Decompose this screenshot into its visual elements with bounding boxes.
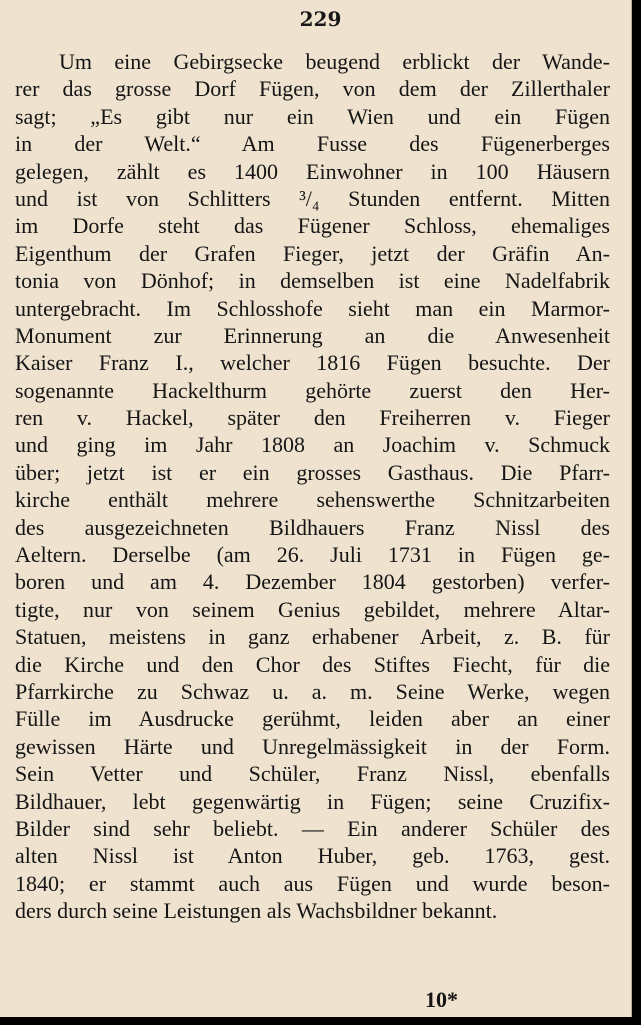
text-line: Um eine Gebirgsecke beugend erblickt der Wande-	[59, 49, 610, 74]
text-line: Bildhauer, lebt gegenwärtig in Fügen; seine Cruzifix-	[15, 788, 610, 814]
text-line: sagt; „Es gibt nur ein Wien und ein Fügen	[15, 103, 610, 129]
text-line: ders durch seine Leistungen als Wachsbildner bekannt.	[15, 898, 498, 924]
text-line: Pfarrkirche zu Schwaz u. a. m. Seine Werke, wegen	[15, 678, 610, 704]
text-line: Bilder sind sehr beliebt. — Ein anderer Schüler des	[15, 815, 610, 841]
text-line: über; jetzt ist er ein grosses Gasthaus. Die Pfarr-	[15, 459, 610, 485]
text-line: gelegen, zählt es 1400 Einwohner in 100 Häusern	[15, 158, 610, 184]
text-line: kirche enthält mehrere sehenswerthe Schnitzarbeiten	[15, 487, 610, 513]
text-line: tigte, nur von seinem Genius gebildet, mehrere Altar-	[15, 596, 610, 622]
text-line: Statuen, meistens in ganz erhabener Arbeit, z. B. für	[15, 624, 610, 650]
text-line: Kaiser Franz I., welcher 1816 Fügen besuchte. Der	[15, 350, 610, 376]
page-number: 229	[299, 7, 342, 31]
printer-signature-mark: 10*	[425, 987, 458, 1012]
text-line: untergebracht. Im Schlosshofe sieht man ein Marmor-	[15, 295, 610, 321]
text-line: alten Nissl ist Anton Huber, geb. 1763, gest.	[15, 843, 610, 869]
text-line: boren und am 4. Dezember 1804 gestorben) verfer-	[15, 569, 610, 595]
text-line: im Dorfe steht das Fügener Schloss, ehemaliges	[15, 213, 610, 239]
text-line: in der Welt.“ Am Fusse des Fügenerberges	[15, 131, 610, 157]
text-line: tonia von Dönhof; in demselben ist eine Nadelfabrik	[15, 268, 610, 294]
text-line: Monument zur Erinnerung an die Anwesenheit	[15, 322, 610, 348]
text-line: Sein Vetter und Schüler, Franz Nissl, ebenfalls	[15, 761, 610, 787]
text-line: und ist von Schlitters ³/₄ Stunden entfernt. Mitten	[15, 185, 610, 211]
text-line: gewissen Härte und Unregelmässigkeit in der Form.	[15, 733, 610, 759]
text-line: Aeltern. Derselbe (am 26. Juli 1731 in Fügen ge-	[15, 542, 610, 568]
text-line: rer das grosse Dorf Fügen, von dem der Zillerthaler	[15, 76, 610, 102]
text-line: sogenannte Hackelthurm gehörte zuerst den Her-	[15, 377, 610, 403]
text-line: Eigenthum der Grafen Fieger, jetzt der Gräfin An-	[15, 240, 610, 266]
text-line: ren v. Hackel, später den Freiherren v. Fieger	[15, 405, 610, 431]
text-line: und ging im Jahr 1808 an Joachim v. Schmuck	[15, 432, 610, 458]
text-line: des ausgezeichneten Bildhauers Franz Nissl des	[15, 514, 610, 540]
body-text	[15, 48, 610, 925]
text-line: Fülle im Ausdrucke gerühmt, leiden aber an einer	[15, 706, 610, 732]
text-line: die Kirche und den Chor des Stiftes Fiecht, für die	[15, 651, 610, 677]
text-line: 1840; er stammt auch aus Fügen und wurde beson-	[15, 870, 610, 896]
